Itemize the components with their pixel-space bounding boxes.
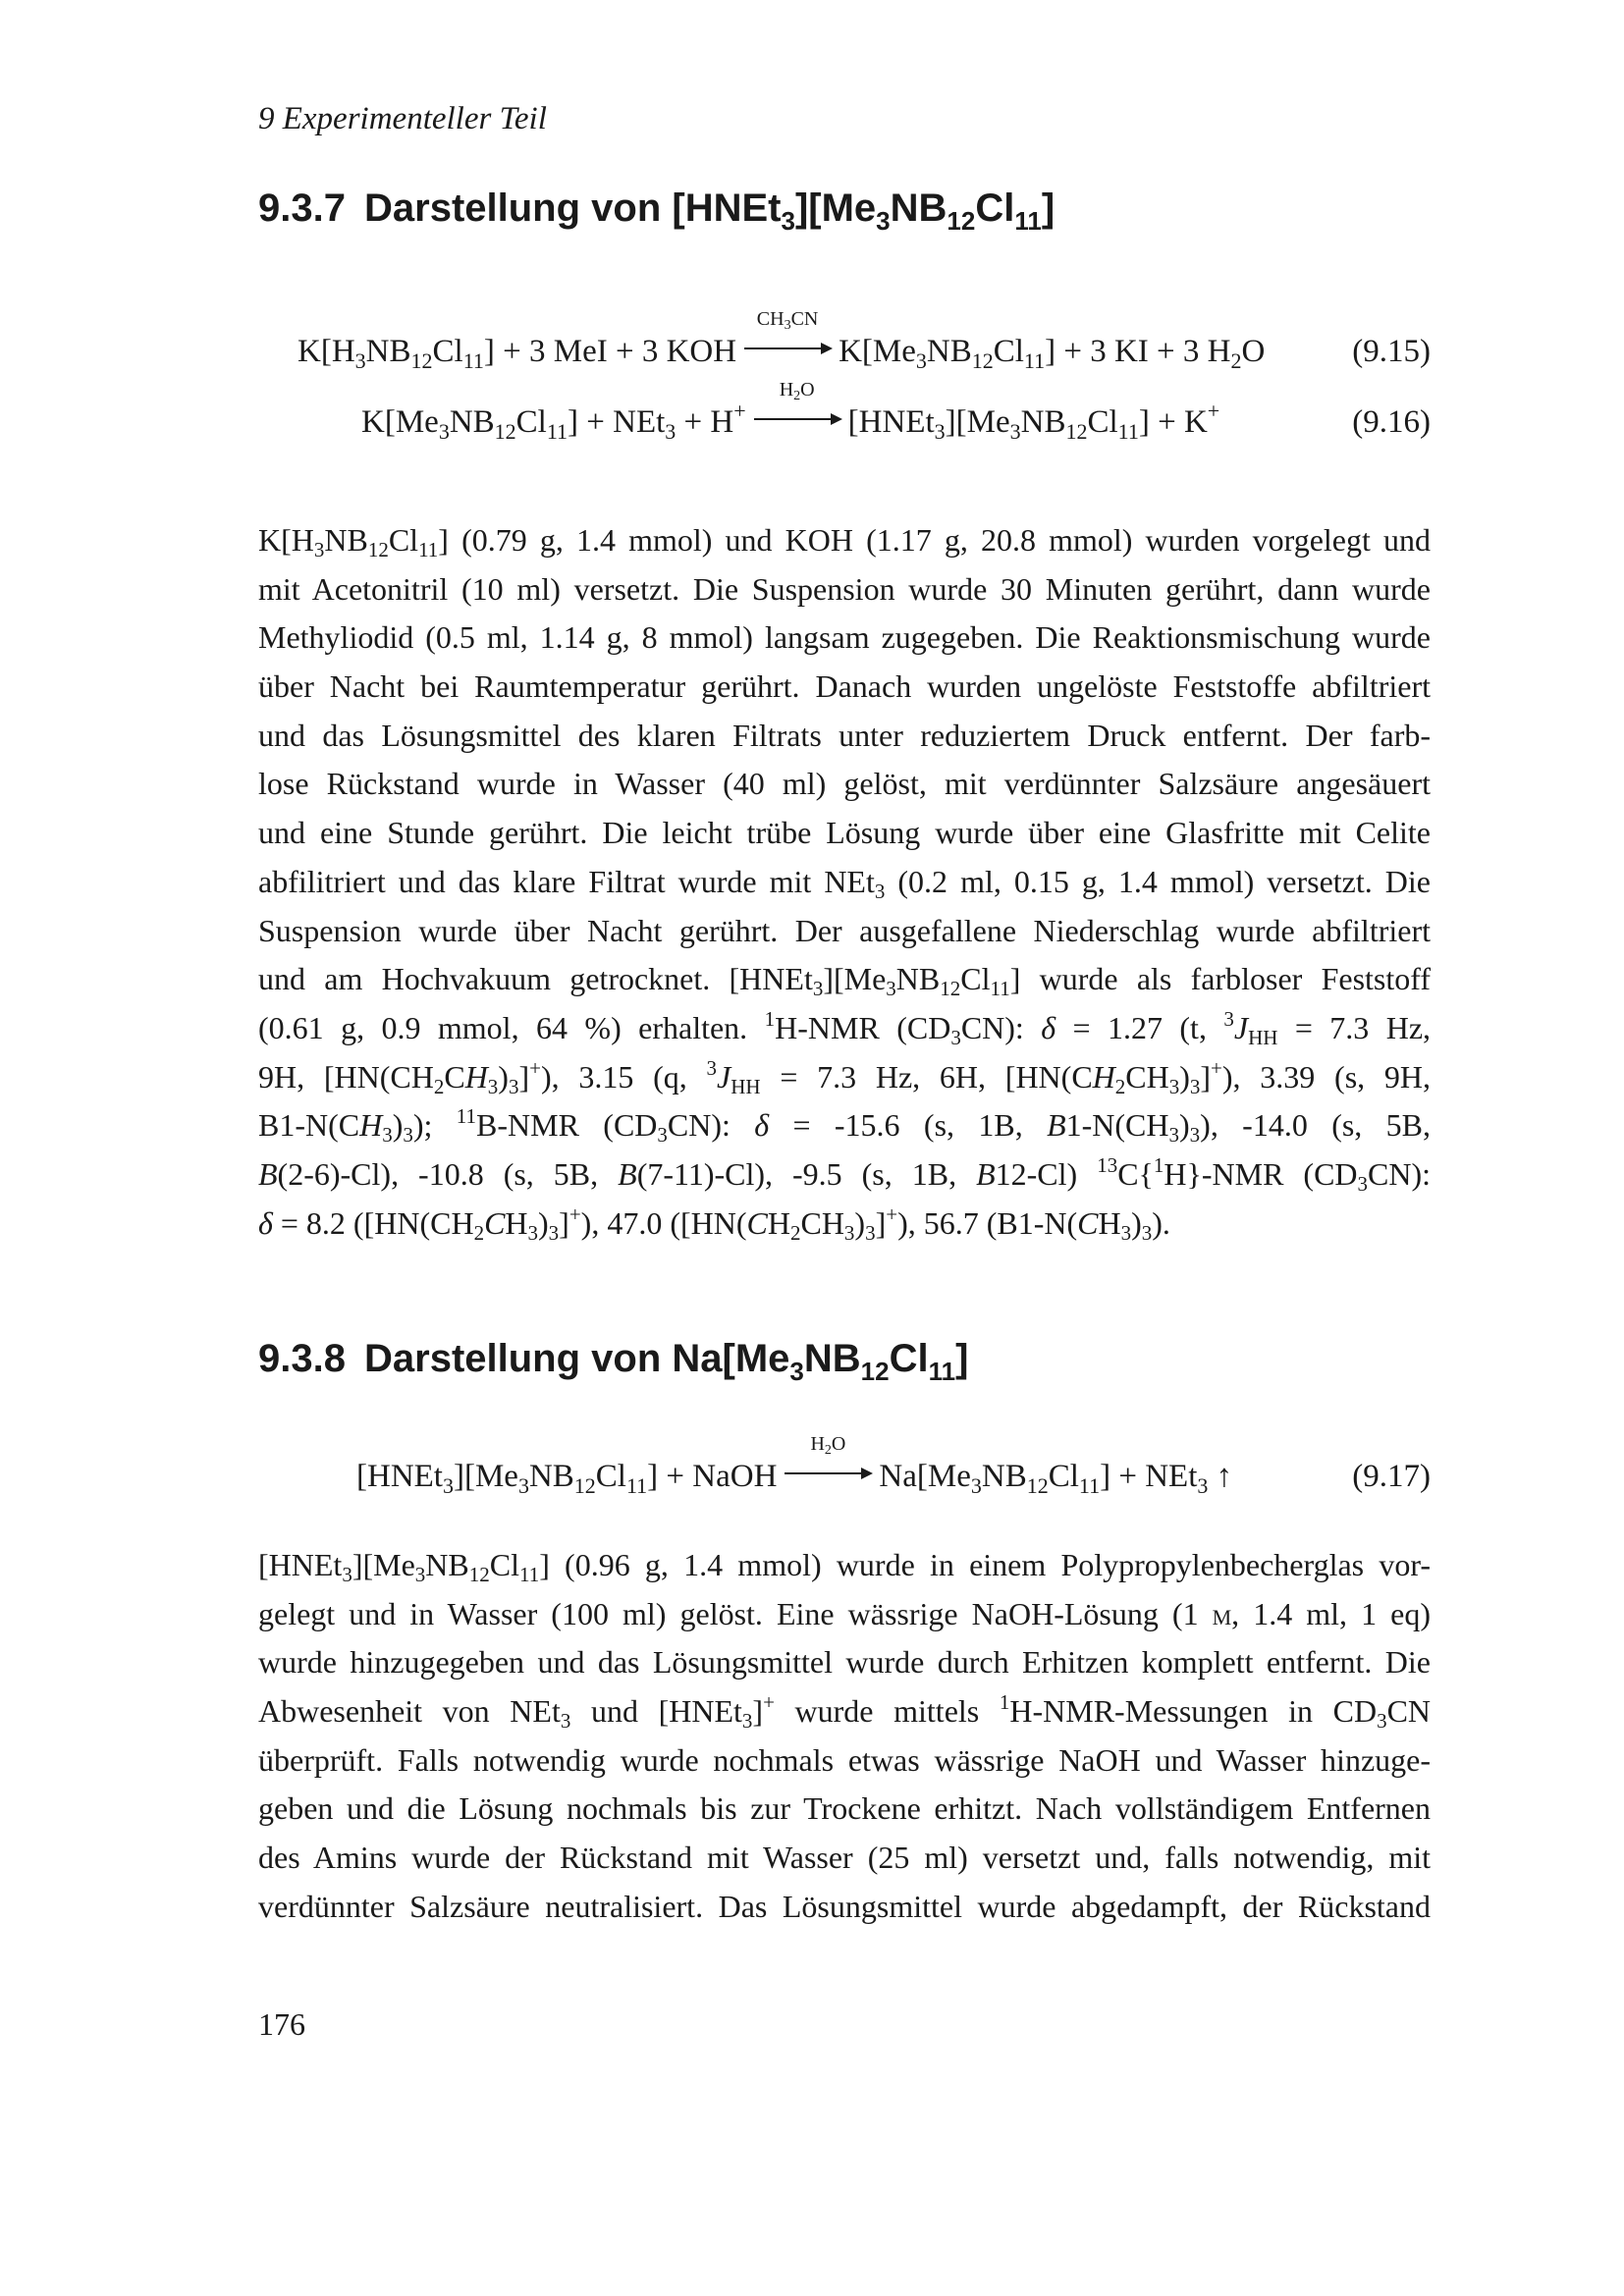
equation-number: (9.15) — [1352, 334, 1431, 369]
paragraph-line: $K[H_3NB_{12}Cl_{11}]$ (0.79 g, 1.4 mmol) und KOH (1.17 g, 20.8 mmol) wurden vorgelegt und — [258, 522, 1431, 561]
reactants: $K[Me_3NB_{12}Cl_{11}] + NEt_3 + H^+$ — [361, 399, 746, 444]
running-head: 9 Experimenteller Teil — [258, 101, 547, 136]
paragraph-line: verdünnter Salzsäure neutralisiert. Das Lösungsmittel wurde abgedampft, der Rückstand — [258, 1888, 1431, 1924]
paragraph-line: mit Acetonitril (10 ml) versetzt. Die Suspension wurde 30 Minuten gerührt, dann wurde — [258, 570, 1431, 607]
paragraph-line: gelegt und in Wasser (100 ml) gelöst. Eine wässrige NaOH-Lösung (1 m, 1.4 ml, 1 eq) — [258, 1595, 1431, 1631]
paragraph-line: und eine Stunde gerührt. Die leicht trübe Lösung wurde über eine Glasfritte mit Celite — [258, 815, 1431, 851]
equation-9-16 — [258, 379, 1431, 455]
products: $[HNEt_3][Me_3NB_{12}Cl_{11}] + K^+$ — [847, 399, 1220, 444]
equation-number: (9.17) — [1352, 1459, 1431, 1494]
section-heading-9-3-8 — [258, 1337, 969, 1386]
equation-body — [356, 1433, 1233, 1498]
section-number: 9.3.8 — [258, 1337, 346, 1380]
paragraph-line: wurde hinzugegeben und das Lösungsmittel wurde durch Erhitzen komplett entfernt. Die — [258, 1644, 1431, 1681]
equation-number: (9.16) — [1352, 404, 1431, 440]
paragraph-9-3-7 — [258, 516, 1431, 1248]
reaction-arrow — [752, 379, 842, 434]
reactants: $K[H_3NB_{12}Cl_{11}] + 3$ MeI + 3 KOH — [298, 334, 737, 373]
reaction-arrow — [742, 308, 833, 363]
products: $Na[Me_3NB_{12}Cl_{11}] + NEt_3$ ↑ — [879, 1459, 1233, 1498]
paragraph-line: lose Rückstand wurde in Wasser (40 ml) gelöst, mit verdünnter Salzsäure angesäuert — [258, 766, 1431, 802]
paragraph-line: (0.61 g, 0.9 mmol, 64 %) erhalten. $^1$H-NMR $(CD_3CN)$: δ = 1.27 (t, $^3J_{HH} = 7.3$ Hz, — [258, 1006, 1432, 1049]
equation-9-17 — [258, 1433, 1431, 1510]
paragraph-line: über Nacht bei Raumtemperatur gerührt. Danach wurden ungelöste Feststoffe abfiltriert — [258, 668, 1431, 705]
paragraph-line: 9H, $[HN(CH_2CH_3)_3]^+$), 3.15 (q, $^3J_{HH} = 7.3$ Hz, 6H, $[HN(CH_2CH_3)_3]^+$), 3.39 (s, 9H, — [258, 1055, 1431, 1098]
paragraph-line: und am Hochvakuum getrocknet. $[HNEt_3][Me_3NB_{12}Cl_{11}]$ wurde als farbloser Feststoff — [258, 961, 1431, 1001]
solvent-label: $H_2O$ — [779, 379, 815, 403]
equation-body — [298, 308, 1266, 373]
section-title-text: Darstellung von $[HNEt_3][Me_3NB_{12}Cl_{11}]$ — [364, 187, 1056, 236]
paragraph-line: Abwesenheit von NEt$_3$ und [HNEt$_3$]+ wurde mittels $^1$H-NMR-Messungen in $CD_3CN$ — [258, 1690, 1432, 1734]
section-title-text: Darstellung von $Na[Me_3NB_{12}Cl_{11}]$ — [364, 1337, 969, 1386]
page-number: 176 — [258, 2006, 305, 2042]
products: $K[Me_3NB_{12}Cl_{11}] + 3$ KI + 3 $H_2O$ — [839, 334, 1266, 373]
paragraph-9-3-8 — [258, 1541, 1431, 1932]
paragraph-line: abfilitriert und das klare Filtrat wurde mit NEt$_3$ (0.2 ml, 0.15 g, 1.4 mmol) versetzt. Die — [258, 863, 1432, 903]
solvent-label: $H_2O$ — [810, 1433, 846, 1458]
solvent-label: $CH_3CN$ — [756, 308, 819, 333]
paragraph-line: Suspension wurde über Nacht gerührt. Der ausgefallene Niederschlag wurde abfiltriert — [258, 912, 1431, 948]
paragraph-line: δ = 8.2 $([HN(CH_2CH_3)_3]^+)$, 47.0 $([HN(CH_2CH_3)_3]^+)$, 56.7 $(B1-N(CH_3)_3)$. — [258, 1201, 1170, 1245]
paragraph-line: des Amins wurde der Rückstand mit Wasser (25 ml) versetzt und, falls notwendig, mit — [258, 1840, 1431, 1876]
paragraph-line: überprüft. Falls notwendig wurde nochmals etwas wässrige NaOH und Wasser hinzuge- — [258, 1741, 1431, 1778]
reaction-arrow — [783, 1433, 873, 1488]
paragraph-line: $B1-N(CH_3)_3$); $^{11}$B-NMR $(CD_3CN)$: δ = -15.6 (s, 1B, $B1-N(CH_3)_3$), -14.0 (s, 5B, — [258, 1104, 1431, 1148]
paragraph-line: $[HNEt_3][Me_3NB_{12}Cl_{11}]$ (0.96 g, 1.4 mmol) wurde in einem Polypropylenbecherglas vor- — [258, 1547, 1431, 1586]
section-heading-9-3-7 — [258, 187, 1056, 236]
section-number: 9.3.7 — [258, 187, 346, 230]
paragraph-line: B(2-6)-Cl), -10.8 (s, 5B, B(7-11)-Cl), -9.5 (s, 1B, B12-Cl) $^{13}$C{$^1$H}-NMR $(CD_3CN)$: — [258, 1152, 1432, 1196]
equation-9-15 — [258, 308, 1431, 385]
equation-body — [361, 379, 1220, 444]
paragraph-line: und das Lösungsmittel des klaren Filtrats unter reduziertem Druck entfernt. Der farb- — [258, 717, 1431, 753]
paragraph-line: geben und die Lösung nochmals bis zur Trockene erhitzt. Nach vollständigem Entfernen — [258, 1790, 1431, 1827]
paragraph-line: Methyliodid (0.5 ml, 1.14 g, 8 mmol) langsam zugegeben. Die Reaktionsmischung wurde — [258, 619, 1431, 656]
reactants: $[HNEt_3][Me_3NB_{12}Cl_{11}]$ + NaOH — [356, 1459, 778, 1498]
